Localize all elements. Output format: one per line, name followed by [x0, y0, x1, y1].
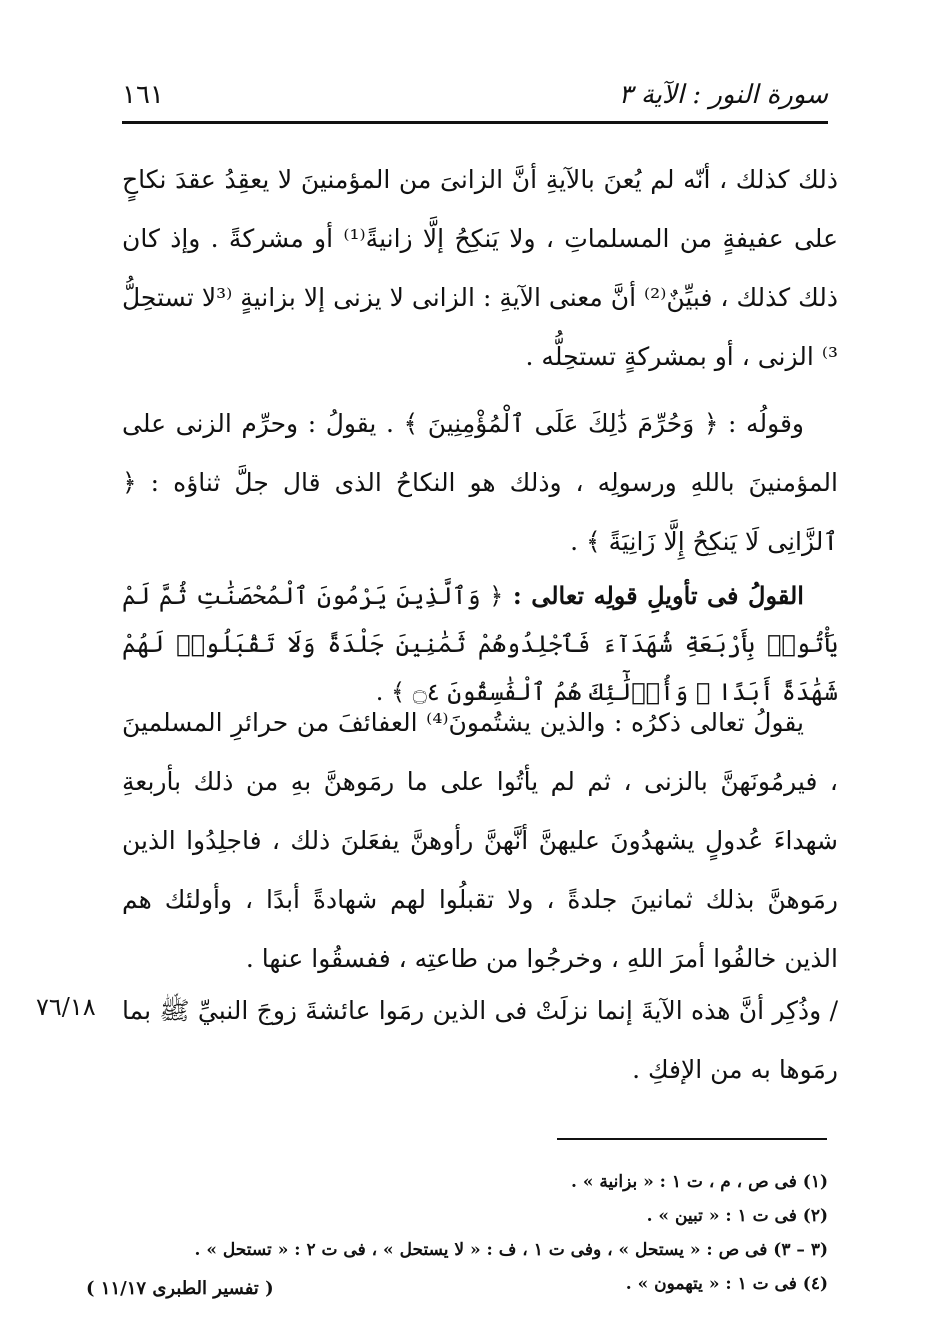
paragraph-2 — [122, 394, 838, 571]
footnote-4: (٤) فى ت ١ : « يتهمون » . — [625, 1274, 828, 1294]
surah-verse-title: سورة النور : الآية ٣ — [618, 80, 828, 110]
quran-quote-2: ﴿ ٱلزَّانِى لَا يَنكِحُ إِلَّا زَانِيَةً ﴾ — [122, 468, 838, 556]
footnote-divider — [557, 1138, 827, 1140]
footnote-2: (٢) فى ت ١ : « تبين » . — [646, 1206, 828, 1226]
footnote-3: (٣ – ٣) فى ص : « يستحل » ، وفى ت ١ ، ف : « لا يستحل » ، فى ت ٢ : « تستحل » . — [194, 1240, 828, 1260]
paragraph-2-body: . يقولُ : وحرِّم الزنى على المؤمنينَ باللهِ ورسولِه ، وذلك هو النكاحُ الذى قال جلَّ ثناؤه : — [122, 409, 838, 497]
paragraph-2-end: . — [570, 527, 586, 556]
margin-reference: ٧٦/١٨ — [36, 993, 96, 1021]
section-heading: القولُ فى تأويلِ قولِه تعالى : — [503, 581, 804, 610]
paragraph-2-intro: وقولُه : — [718, 409, 805, 438]
paragraph-1: ذلك كذلك ، أنّه لم يُعنَ بالآيةِ أنَّ الزانىَ من المؤمنينَ لا يعقِدُ عقدَ نكاحٍ على عفيفةٍ من المسلماتِ ، ولا يَنكِحُ إلَّا زانيةً⁽¹⁾ أو مشركةً . وإذ كان ذلك كذلك ، فبيِّنٌ⁽²⁾ أنَّ معنى الآيةِ : الزانى لا يزنى إلا بزانيةٍ ⁽³لا تستحِلُّ ³⁾ الزنى ، أو بمشركةٍ تستحِلُّه . — [122, 165, 838, 371]
running-header — [122, 76, 828, 116]
footnote-1: (١) فى ص ، م ، ت ١ : « بزانية » . — [570, 1172, 828, 1192]
header-divider — [122, 121, 828, 124]
paragraph-5: / وذُكِر أنَّ هذه الآيةَ إنما نزلَتْ فى الذين رمَوا عائشةَ زوجَ النبيِّ ﷺ بما رمَوها به من الإفكِ . — [122, 996, 838, 1084]
source-note: ( تفسير الطبرى ١١/١٧ ) — [86, 1278, 274, 1299]
quran-quote-3: ﴿ وَٱلَّذِينَ يَرْمُونَ ٱلْمُحْصَنَٰتِ ثُمَّ لَمْ يَأْتُوا۟ بِأَرْبَعَةِ شُهَدَآءَ فَٱجْلِدُوهُمْ ثَمَٰنِينَ جَلْدَةً وَلَا تَقْبَلُوا۟ لَهُمْ شَهَٰدَةً أَبَدًا ۚ وَأُو۟لَٰٓئِكَ هُمُ ٱلْفَٰسِقُونَ ۝٤ ﴾ — [122, 582, 838, 706]
page-number: ١٦١ — [122, 80, 164, 110]
quran-quote-1: ﴿ وَحُرِّمَ ذَٰلِكَ عَلَى ٱلْمُؤْمِنِينَ ﴾ — [403, 409, 719, 438]
paragraph-4: يقولُ تعالى ذكرُه : والذين يشتُمونَ⁽⁴⁾ العفائفَ من حرائرِ المسلمينَ ، فيرمُونَهنَّ بالزنى ، ثم لم يأتُوا على ما رمَوهنَّ بهِ من ذلك بأربعةِ شهداءَ عُدولٍ يشهدُونَ عليهنَّ أنَّهنَّ رأوهنَّ يفعَلنَ ذلك ، فاجلِدُوا الذين رمَوهنَّ بذلك ثمانينَ جلدةً ، ولا تقبلُوا لهم شهادةً أبدًا ، وأولئك هم الذين خالفُوا أمرَ اللهِ ، وخرجُوا من طاعتِه ، ففسقُوا عنها . — [122, 708, 838, 973]
paragraph-3-end: . — [375, 678, 391, 706]
